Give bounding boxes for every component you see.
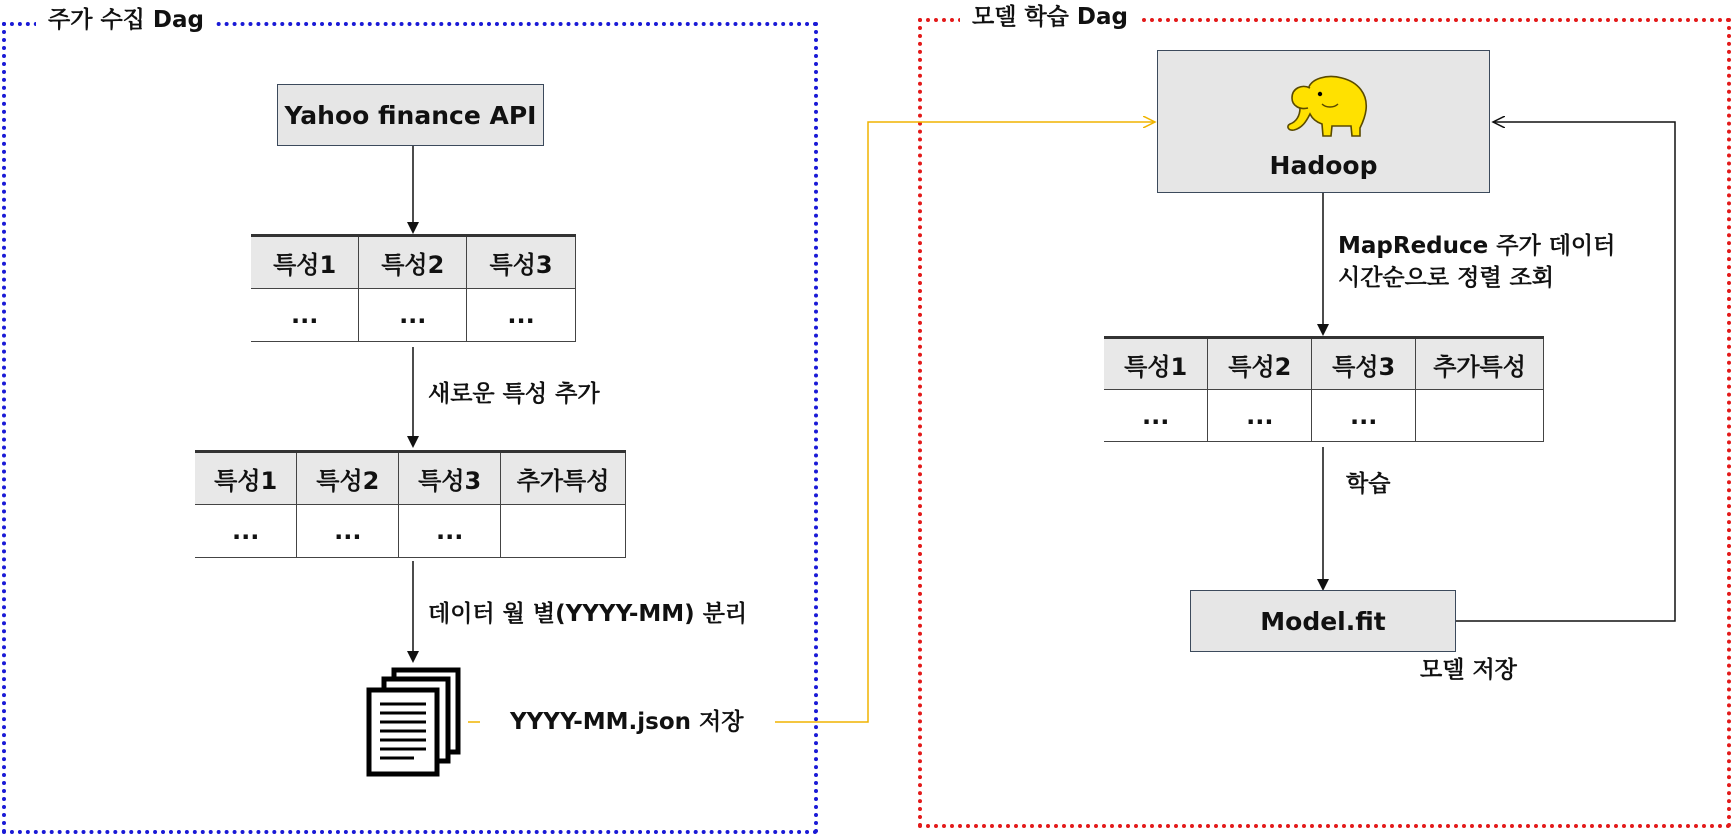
left-table-1	[251, 234, 576, 342]
table-header: 특성3	[1312, 338, 1416, 390]
yellow-connector	[775, 122, 1155, 722]
documents-stack-icon	[364, 666, 464, 778]
table-cell	[501, 505, 626, 558]
table-header: 특성2	[359, 236, 467, 289]
model-fit-box: Model.fit	[1190, 590, 1456, 652]
right-dag-title: 모델 학습 Dag	[960, 3, 1140, 31]
mapreduce-label-line1: MapReduce 주가 데이터	[1338, 233, 1616, 259]
table-cell	[1416, 390, 1544, 442]
table-header: 특성3	[399, 452, 501, 505]
table-header: 특성3	[467, 236, 576, 289]
yahoo-finance-api-box: Yahoo finance API	[277, 84, 544, 146]
left-table-2	[195, 450, 626, 558]
train-label: 학습	[1346, 471, 1391, 497]
table-cell: ...	[359, 289, 467, 342]
model-save-label: 모델 저장	[1420, 657, 1517, 683]
table-cell: ...	[251, 289, 359, 342]
hadoop-elephant-icon	[1280, 70, 1374, 142]
table-cell: ...	[467, 289, 576, 342]
table-header: 특성1	[251, 236, 359, 289]
add-feature-label: 새로운 특성 추가	[428, 381, 600, 407]
table-cell: ...	[195, 505, 297, 558]
table-header: 특성2	[1208, 338, 1312, 390]
table-cell: ...	[297, 505, 399, 558]
left-dag-title: 주가 수집 Dag	[36, 6, 216, 34]
split-by-month-label: 데이터 월 별(YYYY-MM) 분리	[428, 601, 748, 627]
table-cell: ...	[1312, 390, 1416, 442]
json-save-label: YYYY-MM.json 저장	[510, 709, 744, 735]
table-header: 특성1	[195, 452, 297, 505]
table-header: 특성2	[297, 452, 399, 505]
table-header: 특성1	[1104, 338, 1208, 390]
hadoop-label: Hadoop	[1269, 151, 1378, 180]
right-table	[1104, 336, 1544, 442]
table-cell: ...	[399, 505, 501, 558]
table-header: 추가특성	[1416, 338, 1544, 390]
table-cell: ...	[1208, 390, 1312, 442]
table-header: 추가특성	[501, 452, 626, 505]
mapreduce-label-line2: 시간순으로 정렬 조회	[1338, 265, 1554, 291]
table-cell: ...	[1104, 390, 1208, 442]
